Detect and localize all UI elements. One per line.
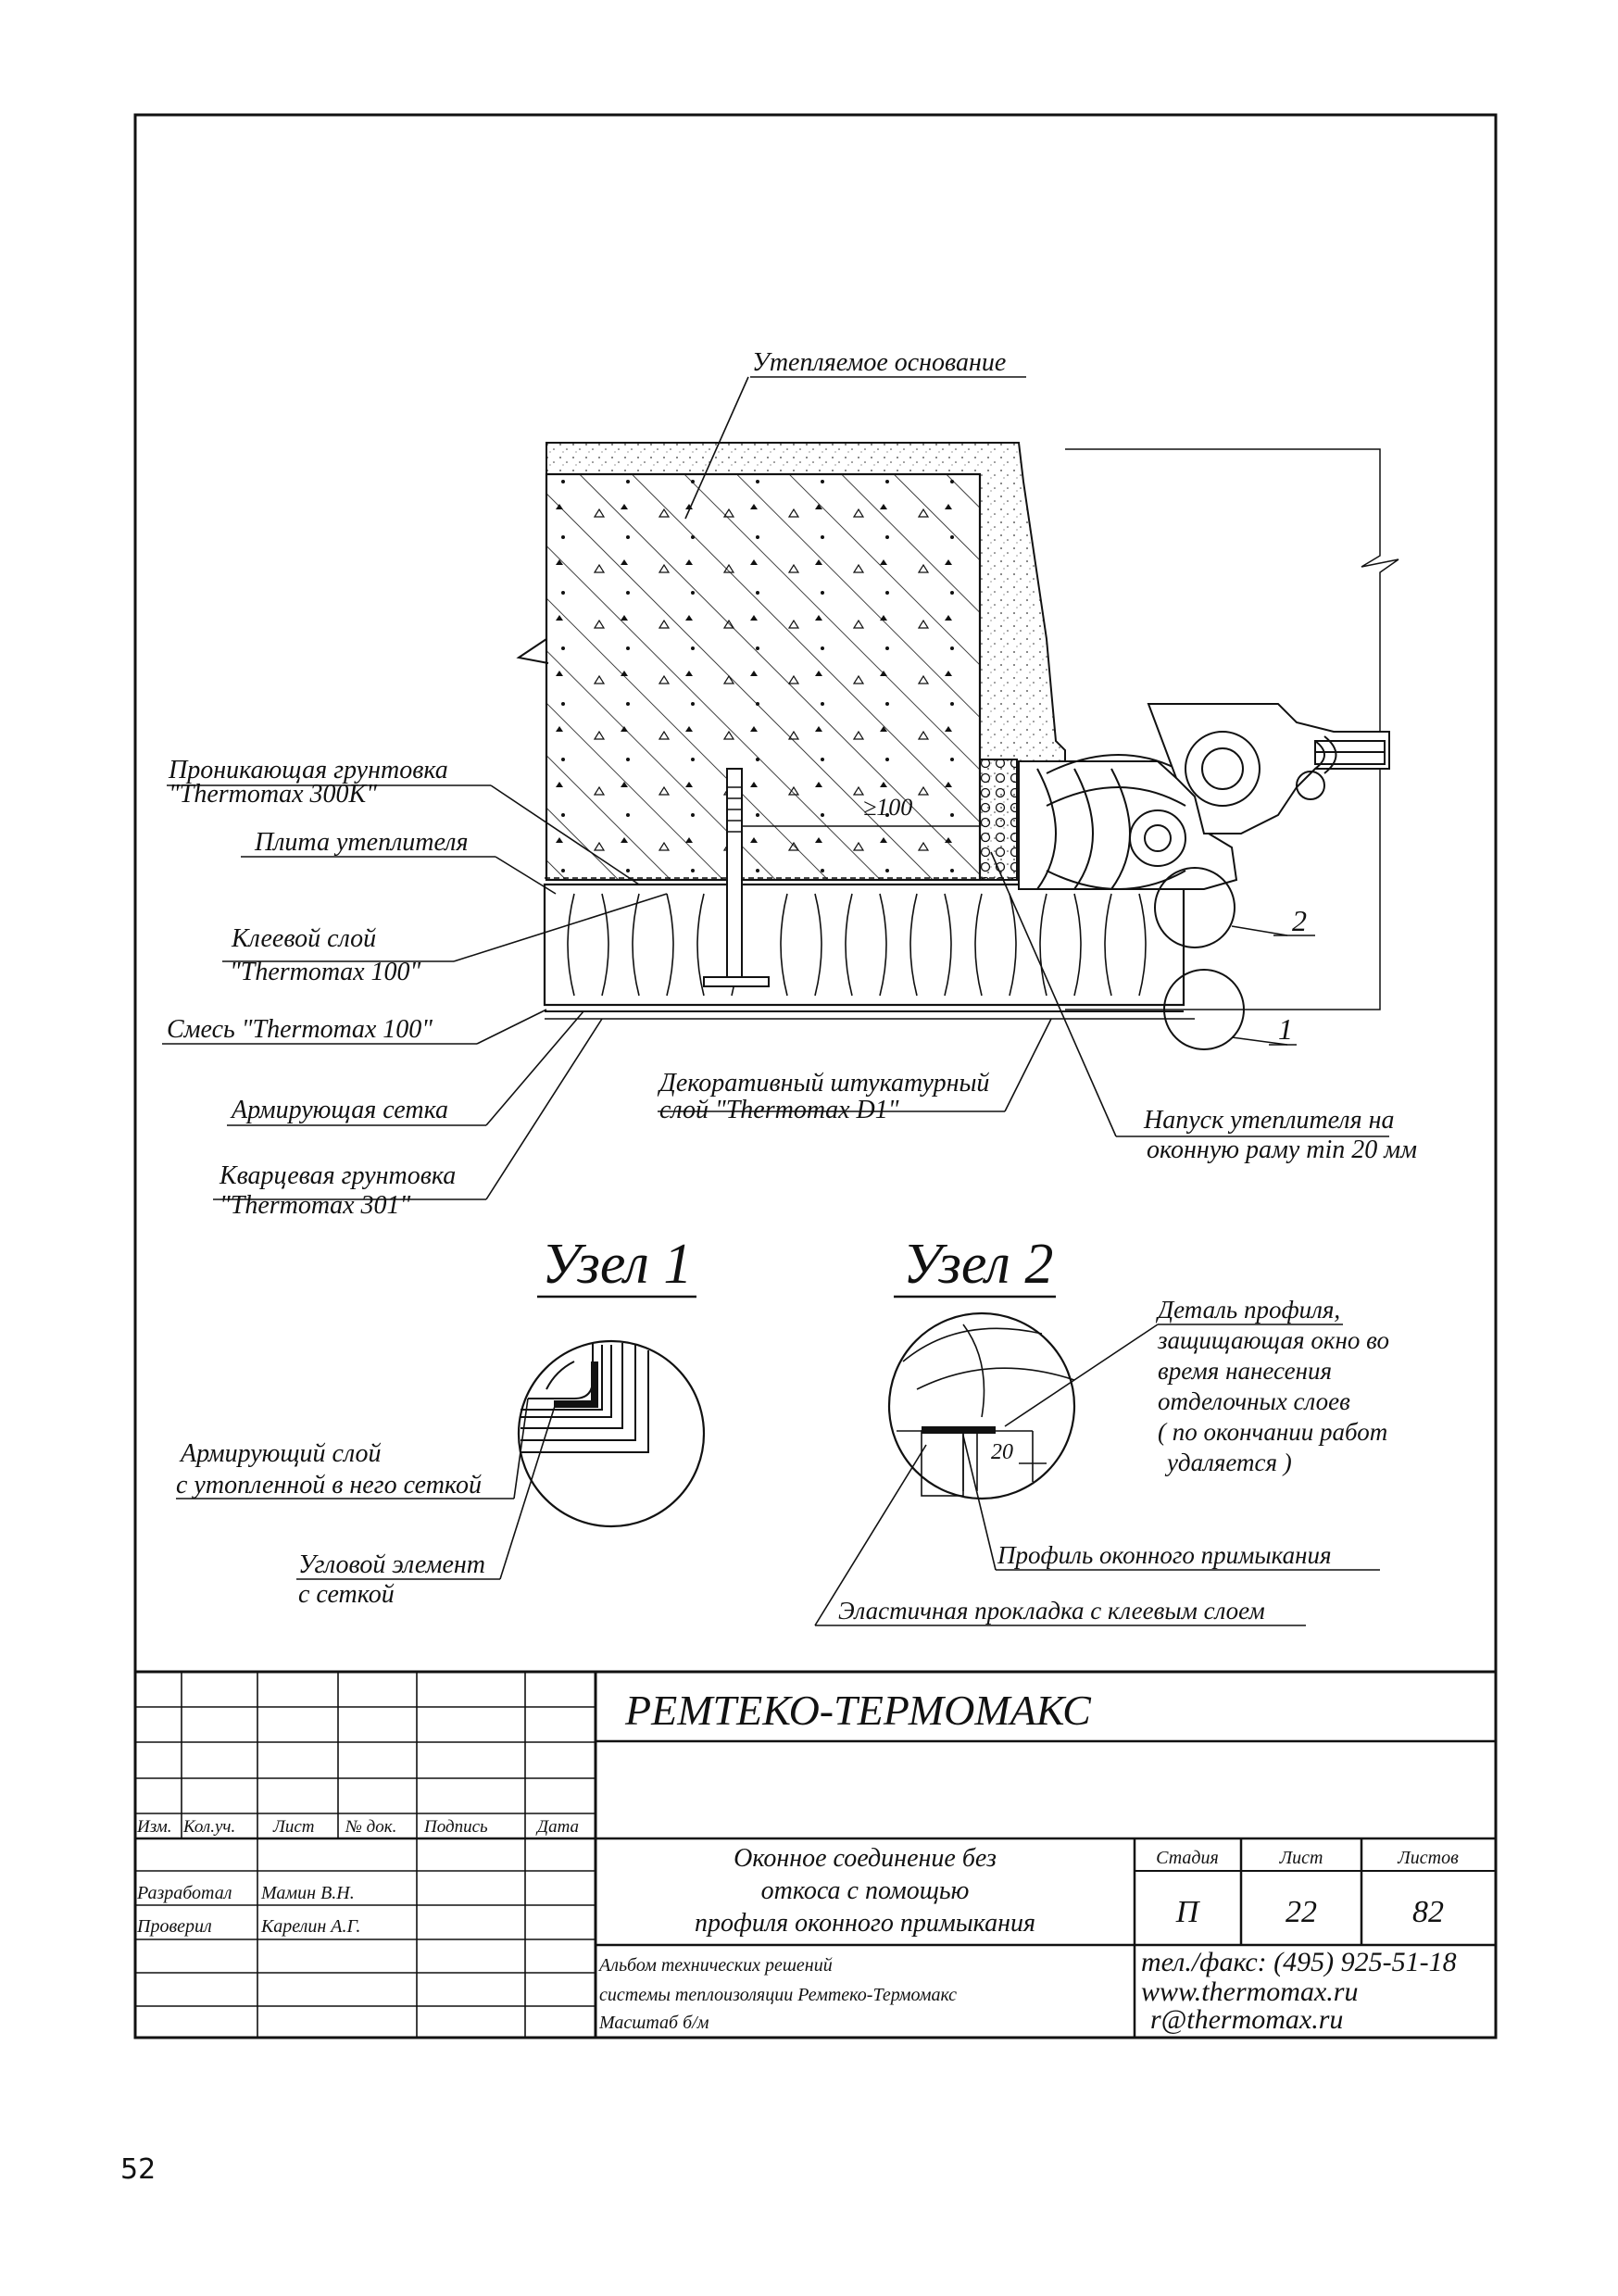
node2-detail-5: ( по окончании работ (1158, 1418, 1388, 1446)
label-quartz-1: Кварцевая грунтовка (219, 1161, 457, 1190)
label-base: Утепляемое основание (752, 348, 1007, 377)
node1-reinforce-1: Армирующий слой (181, 1439, 382, 1468)
album-line-2: системы теплоизоляции Ремтеко-Термомакс (599, 1985, 957, 2005)
stage-header: Стадия (1156, 1848, 1219, 1868)
node1-corner-2: с сеткой (298, 1580, 395, 1609)
label-primer-2: "Thermomax 300K" (169, 780, 377, 809)
dim-100-label: ≥100 (863, 794, 913, 821)
label-overlap-2: оконную раму min 20 мм (1147, 1135, 1418, 1164)
label-mix: Смесь "Thermomax 100" (167, 1015, 433, 1044)
contact-phone: тел./факс: (495) 925-51-18 (1141, 1947, 1457, 1977)
node2-detail (889, 1313, 1074, 1499)
hdr-list: Лист (273, 1817, 315, 1837)
node2-title: Узел 2 (903, 1233, 1054, 1296)
label-mesh: Армирующая сетка (232, 1096, 448, 1124)
sheet-value: 22 (1286, 1895, 1317, 1929)
node2-dim-20: 20 (991, 1440, 1013, 1464)
callout-1: 1 (1278, 1012, 1293, 1046)
label-insulation: Плита утеплителя (255, 828, 469, 857)
node1-title: Узел 1 (542, 1233, 693, 1296)
hdr-kol: Кол.уч. (183, 1817, 236, 1837)
label-quartz-2: "Thermomax 301" (219, 1191, 411, 1220)
doc-title-3: профиля оконного примыкания (695, 1909, 1035, 1938)
page-number: 52 (120, 2153, 157, 2186)
checked-name: Карелин А.Г. (261, 1916, 361, 1937)
window-frame (1019, 704, 1389, 889)
node2-detail-6: удаляется ) (1167, 1449, 1292, 1476)
developed-role: Разработал (137, 1883, 232, 1903)
sheets-value: 82 (1412, 1895, 1444, 1929)
album-line-3: Масштаб б/м (599, 2013, 709, 2033)
hdr-doc: № док. (345, 1817, 397, 1837)
label-overlap-1: Напуск утеплителя на (1144, 1106, 1395, 1135)
developed-name: Мамин В.Н. (261, 1883, 355, 1903)
label-deco-1: Декоративный штукатурный (659, 1069, 990, 1098)
stage-value: П (1175, 1895, 1199, 1929)
doc-title-1: Оконное соединение без (734, 1844, 997, 1873)
label-glue-2: "Thermomax 100" (230, 958, 421, 986)
label-glue-1: Клеевой слой (232, 924, 377, 953)
node1-corner-1: Угловой элемент (298, 1550, 486, 1579)
node2-detail-1: Деталь профиля, (1158, 1296, 1341, 1324)
callout-2: 2 (1292, 904, 1307, 937)
node2-profile-label: Профиль оконного примыкания (997, 1541, 1332, 1569)
node2-gasket-label: Эластичная прокладка с клеевым слоем (838, 1597, 1265, 1625)
sheets-header: Листов (1398, 1848, 1459, 1868)
label-deco-2: слой "Thermomax D1" (659, 1096, 899, 1124)
node2-detail-4: отделочных слоев (1158, 1387, 1350, 1415)
hdr-sign: Подпись (424, 1817, 488, 1837)
contact-email: r@thermomax.ru (1150, 2004, 1344, 2035)
album-line-1: Альбом технических решений (599, 1955, 833, 1976)
company-name: РЕМТЕКО-ТЕРМОМАКС (625, 1687, 1091, 1734)
node1-reinforce-2: с утопленной в него сеткой (176, 1471, 482, 1499)
contact-web: www.thermomax.ru (1141, 1976, 1359, 2007)
label-primer-1: Проникающая грунтовка (169, 756, 448, 784)
checked-role: Проверил (137, 1916, 212, 1937)
sheet-header: Лист (1279, 1848, 1323, 1868)
node2-detail-3: время нанесения (1158, 1357, 1333, 1385)
hdr-izm: Изм. (137, 1817, 172, 1837)
doc-title-2: откоса с помощью (760, 1876, 970, 1905)
hdr-date: Дата (537, 1817, 580, 1837)
node2-detail-2: защищающая окно во (1158, 1326, 1390, 1354)
